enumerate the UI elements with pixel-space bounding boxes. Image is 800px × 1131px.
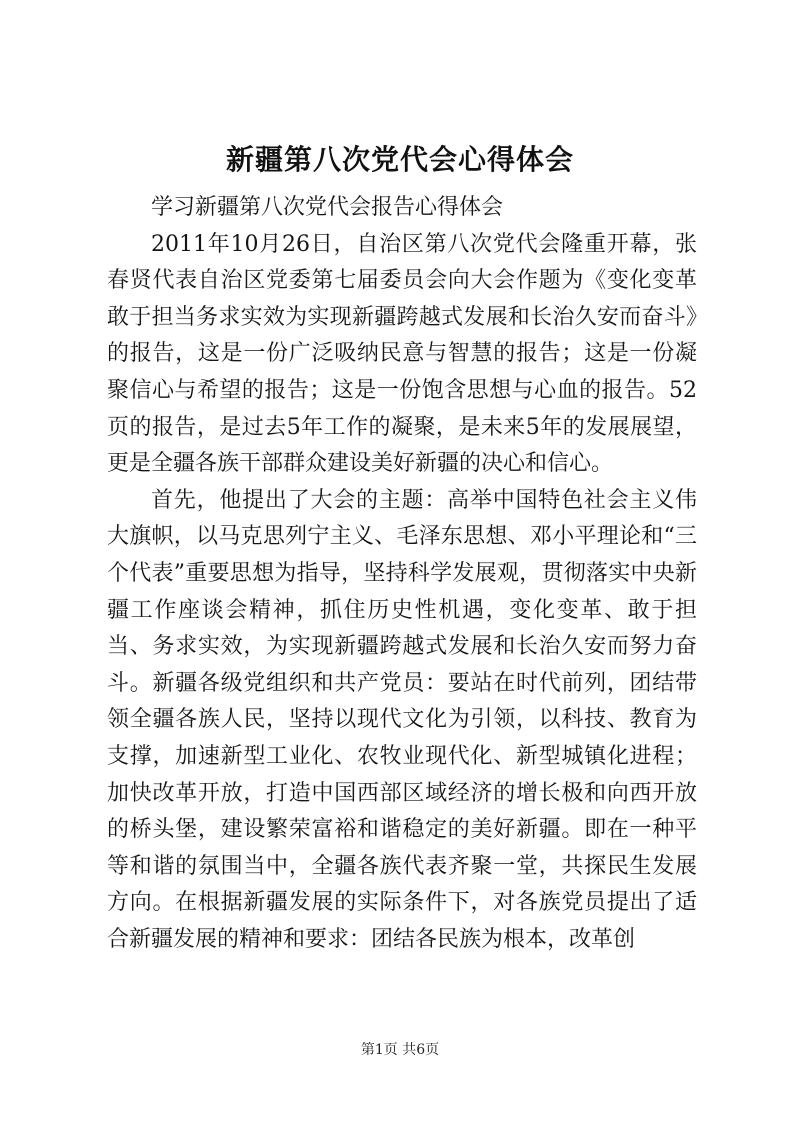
- paragraph-2: 首先，他提出了大会的主题：高举中国特色社会主义伟大旗帜，以马克思列宁主义、毛泽东思想、邓小平理论和“三个代表”重要思想为指导，坚持科学发展观，贯彻落实中央新疆工作座谈会精神，抓住历史性机遇，变化变革、敢于担当、务求实效，为实现新疆跨越式发展和长治久安而努力奋斗。新疆各级党组织和共产党员：要站在时代前列，团结带领全疆各族人民，坚持以现代文化为引领，以科技、教育为支撑，加速新型工业化、农牧业现代化、新型城镇化进程；加快改革开放，打造中国西部区域经济的增长极和向西开放的桥头堡，建设繁荣富裕和谐稳定的美好新疆。即在一种平等和谐的氛围当中，全疆各族代表齐聚一堂，共探民生发展方向。在根据新疆发展的实际条件下，对各族党员提出了适合新疆发展的精神和要求：团结各民族为根本，改革创: [107, 487, 697, 952]
- document-title: 新疆第八次党代会心得体会: [225, 143, 574, 176]
- paragraph-1: 2011年10月26日，自治区第八次党代会隆重开幕，张春贤代表自治区党委第七届委员会向大会作题为《变化变革敢于担当务求实效为实现新疆跨越式发展和长治久安而奋斗》的报告，这是一份广泛吸纳民意与智慧的报告；这是一份凝聚信心与希望的报告；这是一份饱含思想与心血的报告。52页的报告，是过去5年工作的凝聚，是未来5年的发展展望，更是全疆各族干部群众建设美好新疆的决心和信心。: [107, 231, 697, 477]
- document-subtitle: 学习新疆第八次党代会报告心得体会: [151, 195, 504, 220]
- page-number-footer: 第1页 共6页: [360, 1042, 440, 1058]
- document-body: [107, 190, 697, 958]
